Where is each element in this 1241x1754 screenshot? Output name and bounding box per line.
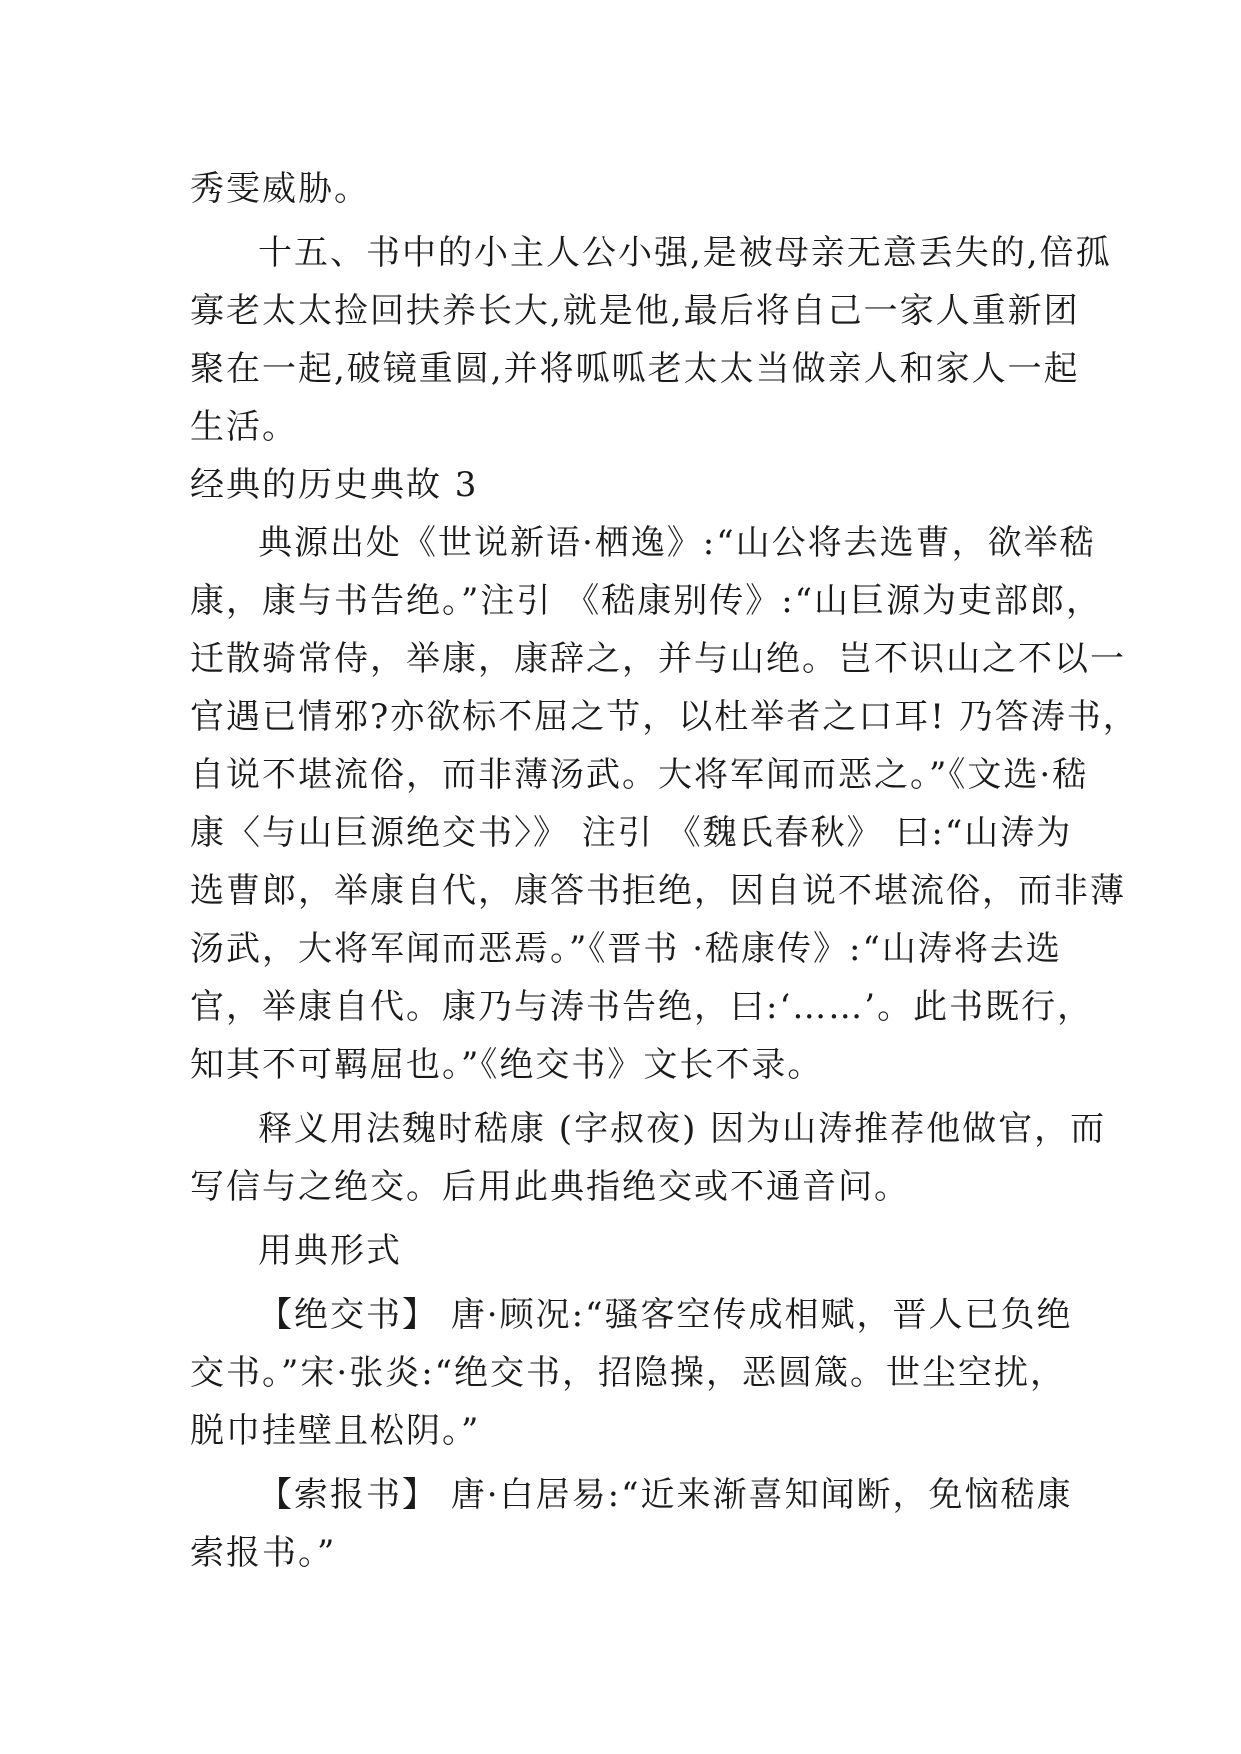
text-line: 官遇已情邪?亦欲标不屈之节，以杜举者之口耳! 乃答涛书， (190, 697, 1139, 737)
text-line: 康，康与书告绝。”注引 《嵇康别传》:“山巨源为吏部郎， (190, 581, 1103, 621)
text-line: 交书。”宋·张炎:“绝交书，招隐操，恶圆箴。世尘空扰， (190, 1353, 1067, 1393)
text-line: 选曹郎，举康自代，康答书拒绝，因自说不堪流俗，而非薄 (190, 871, 1126, 911)
document-page (190, 160, 1139, 1582)
text-line: 秀雯威胁。 (190, 169, 370, 209)
text-line: 释义用法魏时嵇康 (字叔夜) 因为山涛推荐他做官，而 (258, 1109, 1107, 1149)
text-line: 写信与之绝交。后用此典指绝交或不通音问。 (190, 1167, 910, 1207)
text-line: 【索报书】 唐·白居易:“近来渐喜知闻断，免恼嵇康 (258, 1475, 1073, 1515)
text-line: 汤武，大将军闻而恶焉。”《晋书 ·嵇康传》:“山涛将去选 (190, 929, 1062, 969)
text-line: 寡老太太捡回扶养长大,就是他,最后将自己一家人重新团 (190, 291, 1080, 331)
section-heading: 经典的历史典故 3 (190, 465, 479, 505)
text-line: 知其不可羁屈也。”《绝交书》文长不录。 (190, 1045, 824, 1085)
text-line: 脱巾挂壁且松阴。” (190, 1411, 481, 1451)
text-line: 康〈与山巨源绝交书〉》 注引 《魏氏春秋》 曰:“山涛为 (190, 813, 1073, 853)
text-line: 官，举康自代。康乃与涛书告绝，曰:‘……’。此书既行， (190, 987, 1094, 1027)
text-line: 生活。 (190, 407, 298, 447)
text-line: 聚在一起,破镜重圆,并将呱呱老太太当做亲人和家人一起 (190, 349, 1080, 389)
text-line: 自说不堪流俗，而非薄汤武。大将军闻而恶之。”《文选·嵇 (190, 755, 1089, 795)
text-line: 索报书。” (190, 1533, 337, 1573)
text-line: 典源出处《世说新语·栖逸》:“山公将去选曹，欲举嵇 (258, 523, 1096, 563)
text-line: 【绝交书】 唐·顾况:“骚客空传成相赋，晋人已负绝 (258, 1295, 1073, 1335)
text-line: 迁散骑常侍，举康，康辞之，并与山绝。岂不识山之不以一 (190, 639, 1126, 679)
subheading: 用典形式 (258, 1231, 402, 1271)
text-line: 十五、书中的小主人公小强,是被母亲无意丢失的,倍孤 (258, 233, 1112, 273)
